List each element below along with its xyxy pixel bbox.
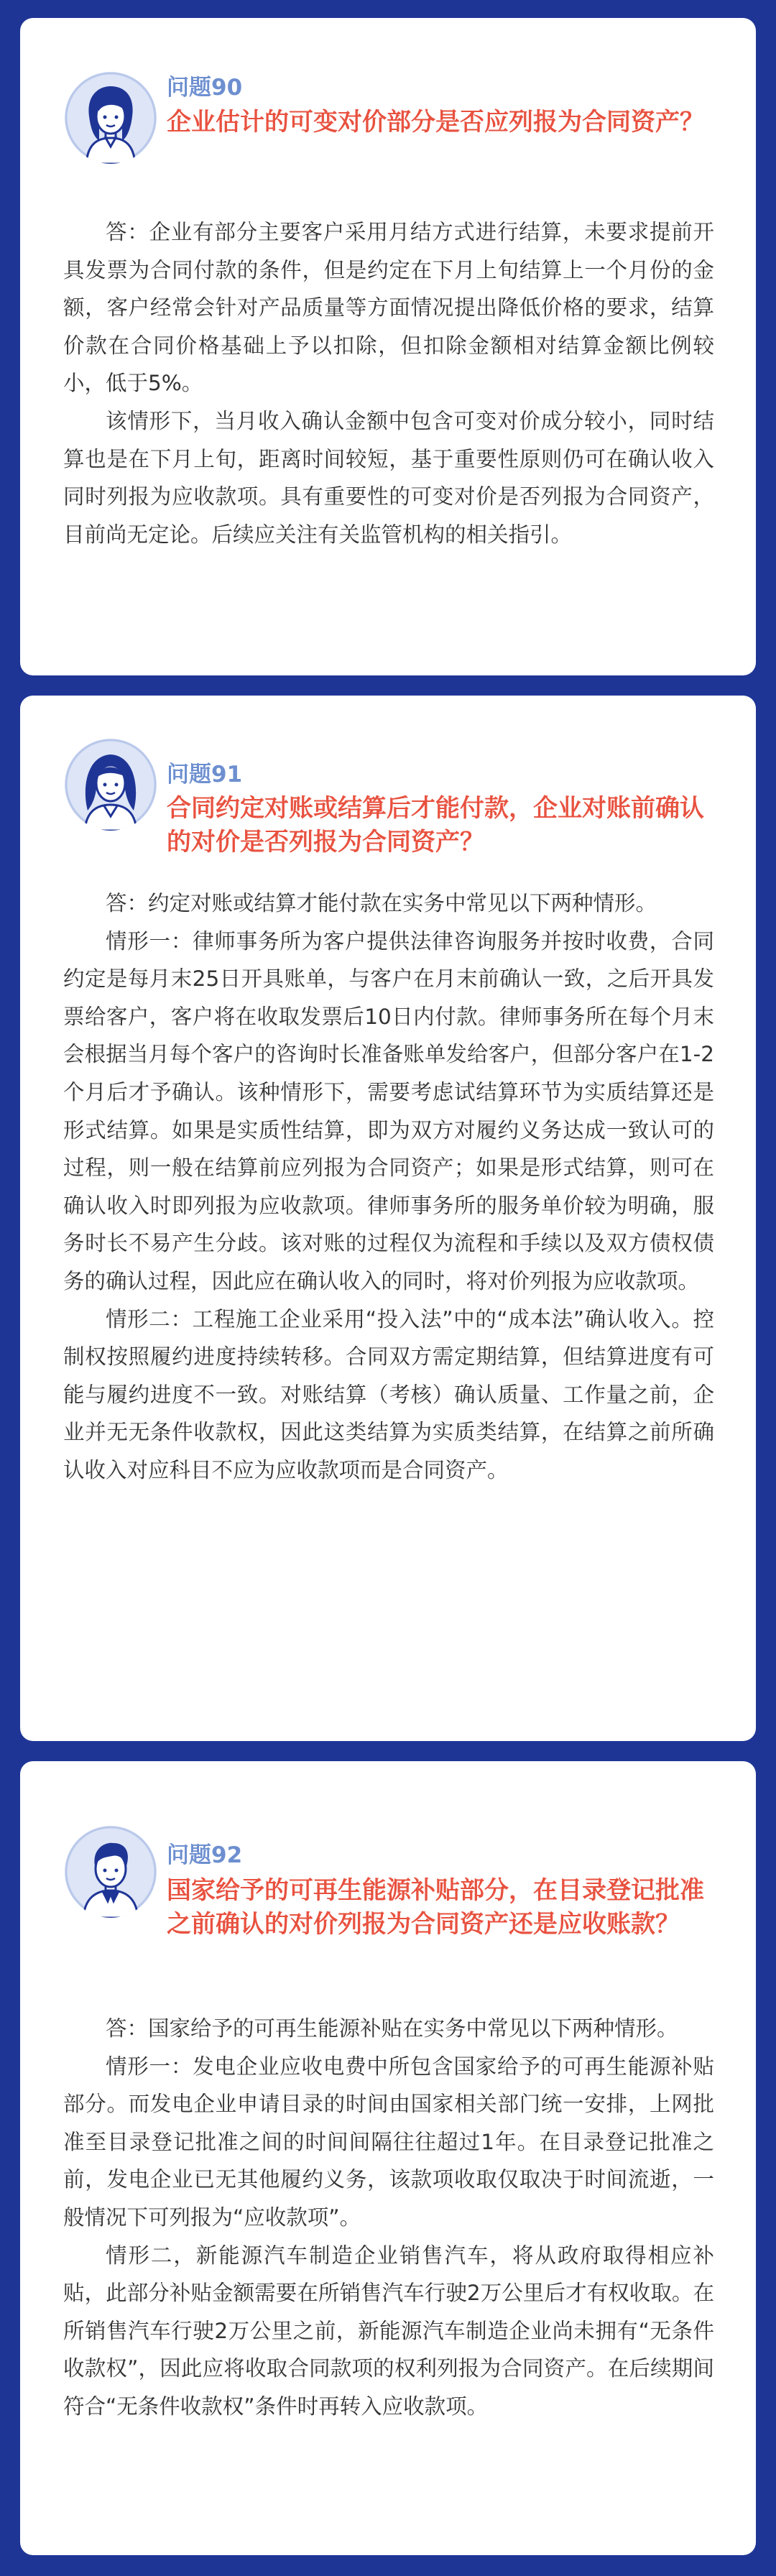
question-number: 问题92 xyxy=(167,1842,243,1868)
answer-paragraph: 答：约定对账或结算才能付款在实务中常见以下两种情形。 xyxy=(106,891,657,915)
question-title: 企业估计的可变对价部分是否应列报为合同资产？ xyxy=(167,108,704,137)
question-title: 国家给予的可再生能源补贴部分，在目录登记批准之前确认的对价列报为合同资产还是应收账款？ xyxy=(167,1876,704,1939)
answer-body xyxy=(63,885,714,1490)
answer-paragraph: 情形二：工程施工企业采用“投入法”中的“成本法”确认收入。控制权按照履约进度持续转移。合同双方需定期结算，但结算进度有可能与履约进度不一致。对账结算（考核）确认质量、工作量之前，企业并无无条件收款权，因此这类结算为实质类结算，在结算之前所确认收入对应科目不应为应收款项而是合同资产。 xyxy=(63,1306,714,1482)
answer-paragraph: 情形二，新能源汽车制造企业销售汽车，将从政府取得相应补贴，此部分补贴金额需要在所销售汽车行驶2万公里后才有权收取。在所销售汽车行驶2万公里之前，新能源汽车制造企业尚未拥有“无条件收款权”，因此应将收取合同款项的权利列报为合同资产。在后续期间符合“无条件收款权”条件时再转入应收款项。 xyxy=(63,2243,714,2419)
answer-paragraph: 答：国家给予的可再生能源补贴在实务中常见以下两种情形。 xyxy=(106,2016,678,2041)
avatar-male-icon xyxy=(65,1826,157,1918)
avatar-female-long-hair-icon xyxy=(65,739,157,831)
question-title: 合同约定对账或结算后才能付款，企业对账前确认的对价是否列报为合同资产？ xyxy=(167,794,704,857)
answer-body xyxy=(63,2010,714,2426)
qa-card-90 xyxy=(20,18,756,675)
qa-card-91 xyxy=(20,696,756,1741)
answer-paragraph: 情形一：发电企业应收电费中所包含国家给予的可再生能源补贴部分。而发电企业申请目录的时间由国家相关部门统一安排，上网批准至目录登记批准之间的时间间隔往往超过1年。在目录登记批准之前，发电企业已无其他履约义务，该款项收取仅取决于时间流逝，一般情况下可列报为“应收款项”。 xyxy=(63,2054,714,2230)
qa-card-92 xyxy=(20,1761,756,2555)
question-number: 问题90 xyxy=(167,75,243,101)
answer-body xyxy=(63,213,714,553)
answer-paragraph: 答：企业有部分主要客户采用月结方式进行结算，未要求提前开具发票为合同付款的条件，但是约定在下月上旬结算上一个月份的金额，客户经常会针对产品质量等方面情况提出降低价格的要求，结算价款在合同价格基础上予以扣除，但扣除金额相对结算金额比例较小，低于5%。 xyxy=(63,220,714,396)
answer-paragraph: 该情形下，当月收入确认金额中包含可变对价成分较小，同时结算也是在下月上旬，距离时间较短，基于重要性原则仍可在确认收入同时列报为应收款项。具有重要性的可变对价是否列报为合同资产，目前尚无定论。后续应关注有关监管机构的相关指引。 xyxy=(63,408,714,547)
avatar-female-icon xyxy=(65,72,157,164)
answer-paragraph: 情形一：律师事务所为客户提供法律咨询服务并按时收费，合同约定是每月末25日开具账单，与客户在月末前确认一致，之后开具发票给客户，客户将在收取发票后10日内付款。律师事务所在每个月末会根据当月每个客户的咨询时长准备账单发给客户，但部分客户在1-2个月后才予确认。该种情形下，需要考虑试结算环节为实质结算还是形式结算。如果是实质性结算，即为双方对履约义务达成一致认可的过程，则一般在结算前应列报为合同资产；如果是形式结算，则可在确认收入时即列报为应收款项。律师事务所的服务单价较为明确，服务时长不易产生分歧。该对账的过程仅为流程和手续以及双方债权债务的确认过程，因此应在确认收入的同时，将对价列报为应收款项。 xyxy=(63,928,714,1293)
question-number: 问题91 xyxy=(167,762,243,788)
